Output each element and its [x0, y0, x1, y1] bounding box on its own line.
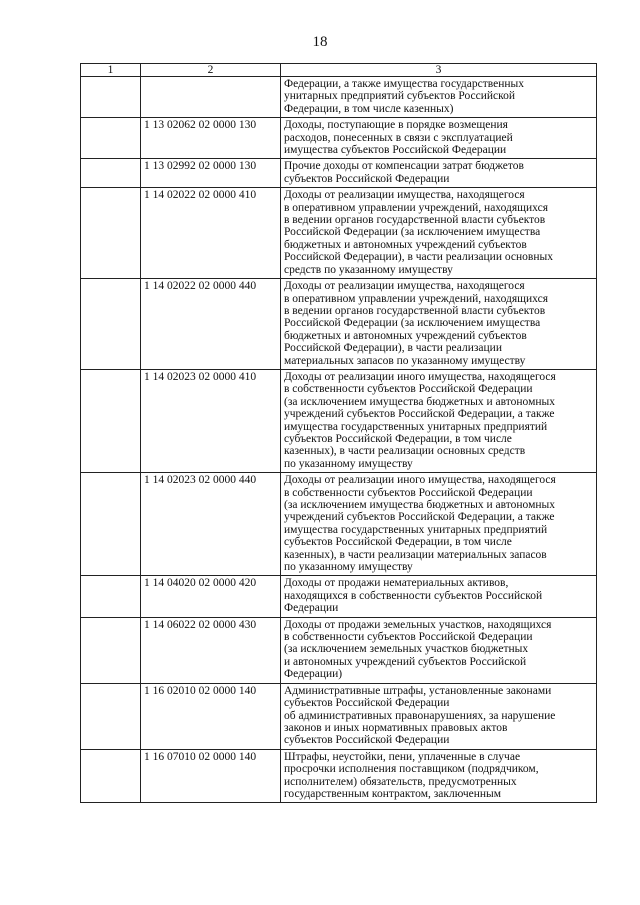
- header-col-1: 1: [81, 64, 141, 77]
- cell-code: 1 14 04020 02 0000 420: [141, 576, 281, 617]
- header-row: [81, 64, 597, 77]
- cell-description: Федерации, а также имущества государственных унитарных предприятий субъектов Российской Федерации, в том числе казенных): [281, 77, 597, 118]
- cell-description: Доходы от реализации иного имущества, находящегося в собственности субъектов Российской Федерации (за исключением имущества бюджетных и автономных учреждений субъектов Российской Федерации, а также имущества государственных унитарных предприятий субъектов Российской Федерации, в том числе казенных), в части реализации материальных запасов по указанному имуществу: [281, 473, 597, 576]
- header-col-2: 2: [141, 64, 281, 77]
- cell-description: Доходы от продажи земельных участков, находящихся в собственности субъектов Российской Федерации (за исключением земельных участков бюджетных и автономных учреждений субъектов Российской Федерации): [281, 617, 597, 683]
- cell-admin: [81, 617, 141, 683]
- cell-description: Административные штрафы, установленные законами субъектов Российской Федерации об административных правонарушениях, за нарушение законов и иных нормативных правовых актов субъектов Российской Федерации: [281, 683, 597, 749]
- table-row: [81, 279, 597, 370]
- cell-description: Прочие доходы от компенсации затрат бюджетов субъектов Российской Федерации: [281, 159, 597, 188]
- cell-code: 1 14 02023 02 0000 440: [141, 473, 281, 576]
- cell-admin: [81, 749, 141, 803]
- cell-description: Штрафы, неустойки, пени, уплаченные в случае просрочки исполнения поставщиком (подрядчиком, исполнителем) обязательств, предусмотренных государственным контрактом, заключенным: [281, 749, 597, 803]
- cell-description: Доходы, поступающие в порядке возмещения расходов, понесенных в связи с эксплуатацией имущества субъектов Российской Федерации: [281, 118, 597, 159]
- table-row: [81, 118, 597, 159]
- table-header: [81, 64, 597, 77]
- table-row: [81, 473, 597, 576]
- cell-code: 1 13 02062 02 0000 130: [141, 118, 281, 159]
- cell-code: 1 16 02010 02 0000 140: [141, 683, 281, 749]
- cell-description: Доходы от реализации имущества, находящегося в оперативном управлении учреждений, находящихся в ведении органов государственной власти субъектов Российской Федерации (за исключением имущества бюджетных и автономных учреждений субъектов Российской Федерации), в части реализации основных средств по указанному имуществу: [281, 188, 597, 279]
- table-row: [81, 683, 597, 749]
- cell-description: Доходы от реализации иного имущества, находящегося в собственности субъектов Российской Федерации (за исключением имущества бюджетных и автономных учреждений субъектов Российской Федерации, а также имущества государственных унитарных предприятий субъектов Российской Федерации, в том числе казенных), в части реализации основных средств по указанному имуществу: [281, 369, 597, 472]
- cell-admin: [81, 683, 141, 749]
- cell-admin: [81, 369, 141, 472]
- budget-table: [80, 63, 597, 803]
- cell-code: 1 14 06022 02 0000 430: [141, 617, 281, 683]
- cell-admin: [81, 576, 141, 617]
- header-col-3: 3: [281, 64, 597, 77]
- table-row: [81, 77, 597, 118]
- cell-admin: [81, 118, 141, 159]
- table-row: [81, 749, 597, 803]
- cell-admin: [81, 473, 141, 576]
- cell-code: 1 14 02022 02 0000 440: [141, 279, 281, 370]
- table-row: [81, 369, 597, 472]
- table-row: [81, 188, 597, 279]
- table-row: [81, 576, 597, 617]
- cell-admin: [81, 77, 141, 118]
- page-number: 18: [312, 34, 328, 50]
- table-body: [81, 77, 597, 803]
- cell-code: [141, 77, 281, 118]
- cell-code: 1 16 07010 02 0000 140: [141, 749, 281, 803]
- cell-description: Доходы от реализации имущества, находящегося в оперативном управлении учреждений, находящихся в ведении органов государственной власти субъектов Российской Федерации (за исключением имущества бюджетных и автономных учреждений субъектов Российской Федерации), в части реализации материальных запасов по указанному имуществу: [281, 279, 597, 370]
- cell-admin: [81, 188, 141, 279]
- table-row: [81, 159, 597, 188]
- cell-code: 1 13 02992 02 0000 130: [141, 159, 281, 188]
- cell-code: 1 14 02022 02 0000 410: [141, 188, 281, 279]
- cell-code: 1 14 02023 02 0000 410: [141, 369, 281, 472]
- table-row: [81, 617, 597, 683]
- cell-admin: [81, 279, 141, 370]
- cell-description: Доходы от продажи нематериальных активов, находящихся в собственности субъектов Российской Федерации: [281, 576, 597, 617]
- cell-admin: [81, 159, 141, 188]
